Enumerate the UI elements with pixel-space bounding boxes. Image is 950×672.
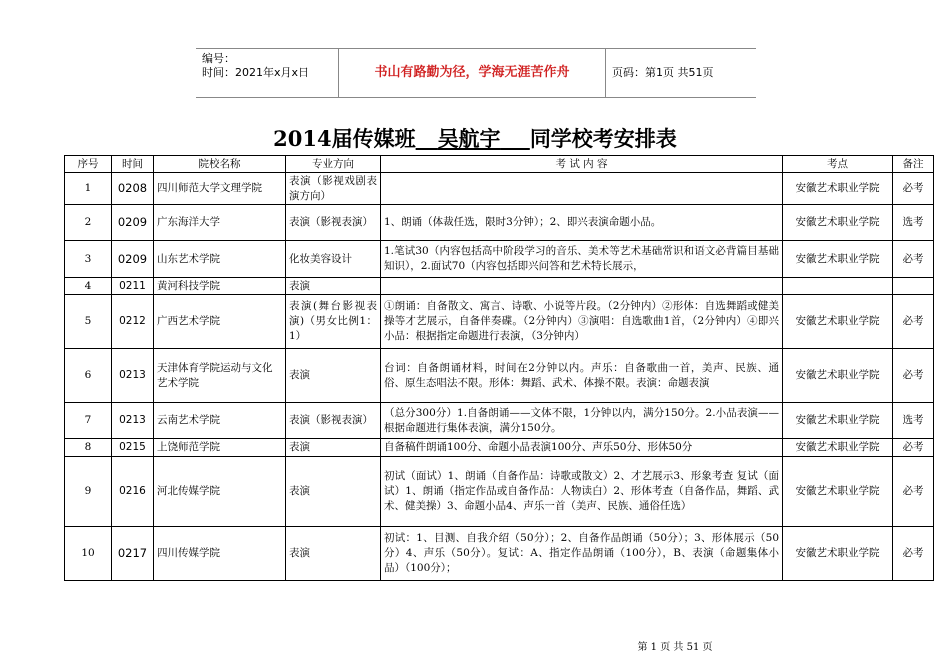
student-name: 吴航宇 (437, 126, 501, 151)
row-no: 2 (65, 205, 112, 241)
row-content: 初试：1、目测、自我介绍（50分）；2、自备作品朗诵（50分）；3、形体展示（50分）4、声乐（50分）。复试：A、指定作品朗诵（100分），B、表演（命题集体小品）（100分）； (381, 527, 783, 581)
header-cell-site: 考点 (783, 156, 893, 173)
row-content: 初试（面试）1、朗诵（自备作品：诗歌或散文）2、才艺展示3、形象考查 复试（面试）1、朗诵（指定作品或自备作品：人物读白）2、形体考查（自备作品，舞蹈、武术、健美操）3、命题小品4、声乐一首（美声、民族、通俗任选） (381, 457, 783, 527)
header-motto: 书山有路勤为径，学海无涯苦作舟 (338, 49, 606, 97)
row-no: 6 (65, 349, 112, 403)
row-content: 台词：自备朗诵材料，时间在2分钟以内。声乐：自备歌曲一首，美声、民族、通俗、原生态唱法不限。形体：舞蹈、武术、体操不限。表演：命题表演 (381, 349, 783, 403)
row-content: 自备稿件朗诵100分、命题小品表演100分、声乐50分、形体50分 (381, 439, 783, 457)
row-note: 选考 (893, 403, 934, 439)
row-content: 1.笔试30（内容包括高中阶段学习的音乐、美术等艺术基础常识和语文必背篇目基础知识），2.面试70（内容包括即兴问答和艺术特长展示， (381, 241, 783, 278)
row-site: 安徽艺术职业学院 (783, 403, 893, 439)
row-no: 10 (65, 527, 112, 581)
row-note: 必考 (893, 527, 934, 581)
time-label: 时间：2021年x月x日 (202, 66, 310, 79)
row-major: 表演(舞台影视表演)（男女比例1：1） (286, 295, 381, 349)
table-row (65, 173, 934, 205)
row-site: 安徽艺术职业学院 (783, 457, 893, 527)
header-cell-major: 专业方向 (286, 156, 381, 173)
title-prefix: 2014届传媒班 (273, 126, 416, 151)
table-row (65, 527, 934, 581)
row-major: 表演 (286, 527, 381, 581)
row-no: 9 (65, 457, 112, 527)
row-site: 安徽艺术职业学院 (783, 439, 893, 457)
header-cell-content: 考 试 内 容 (381, 156, 783, 173)
row-major: 表演（影视表演） (286, 403, 381, 439)
row-content (381, 173, 783, 205)
exam-schedule-table (64, 155, 934, 581)
row-site: 安徽艺术职业学院 (783, 173, 893, 205)
row-content: 1、朗诵（体裁任选，限时3分钟）；2、即兴表演命题小品。 (381, 205, 783, 241)
row-site: 安徽艺术职业学院 (783, 205, 893, 241)
row-note: 必考 (893, 173, 934, 205)
row-note: 选考 (893, 205, 934, 241)
row-time: 0212 (112, 295, 154, 349)
row-time: 0217 (112, 527, 154, 581)
row-no: 1 (65, 173, 112, 205)
row-time: 0208 (112, 173, 154, 205)
number-label: 编号： (202, 52, 235, 65)
row-site: 安徽艺术职业学院 (783, 295, 893, 349)
table-row (65, 278, 934, 295)
row-school: 黄河科技学院 (154, 278, 286, 295)
table-row (65, 403, 934, 439)
row-time: 0211 (112, 278, 154, 295)
row-note: 必考 (893, 241, 934, 278)
row-school: 广西艺术学院 (154, 295, 286, 349)
row-no: 8 (65, 439, 112, 457)
row-major: 化妆美容设计 (286, 241, 381, 278)
row-school: 山东艺术学院 (154, 241, 286, 278)
row-school: 四川师范大学文理学院 (154, 173, 286, 205)
row-content: （总分300分）1.自备朗诵——文体不限，1分钟以内，满分150分。2.小品表演——根据命题进行集体表演，满分150分。 (381, 403, 783, 439)
row-site (783, 278, 893, 295)
row-no: 4 (65, 278, 112, 295)
table-row (65, 295, 934, 349)
row-note: 必考 (893, 349, 934, 403)
row-site: 安徽艺术职业学院 (783, 349, 893, 403)
row-content (381, 278, 783, 295)
row-school: 四川传媒学院 (154, 527, 286, 581)
row-time: 0213 (112, 403, 154, 439)
table-row (65, 241, 934, 278)
row-no: 7 (65, 403, 112, 439)
row-site: 安徽艺术职业学院 (783, 241, 893, 278)
row-major: 表演 (286, 457, 381, 527)
header-cell-school: 院校名称 (154, 156, 286, 173)
table-header-row (65, 156, 934, 173)
table-row (65, 349, 934, 403)
footer-page-text: 第 1 页 共 51 页 (637, 642, 713, 653)
table-row (65, 439, 934, 457)
header-meta (202, 52, 309, 80)
row-time: 0215 (112, 439, 154, 457)
document-header (196, 48, 756, 98)
row-no: 5 (65, 295, 112, 349)
row-no: 3 (65, 241, 112, 278)
row-time: 0209 (112, 205, 154, 241)
row-school: 上饶师范学院 (154, 439, 286, 457)
title-suffix: 同学校考安排表 (529, 126, 677, 151)
row-time: 0209 (112, 241, 154, 278)
row-note: 必考 (893, 457, 934, 527)
row-major: 表演 (286, 278, 381, 295)
row-content: ①朗诵：自备散文、寓言、诗歌、小说等片段。（2分钟内）②形体：自选舞蹈或健美操等才艺展示，自备伴奏碟。（2分钟内）③演唱：自选歌曲1首，（2分钟内）④即兴小品：根据指定命题进行表演，（3分钟内） (381, 295, 783, 349)
row-school: 天津体育学院运动与文化艺术学院 (154, 349, 286, 403)
table-row (65, 457, 934, 527)
header-page-label: 页码：第1页 共51页 (612, 66, 714, 79)
row-major: 表演（影视戏剧表演方向） (286, 173, 381, 205)
row-major: 表演 (286, 349, 381, 403)
row-site: 安徽艺术职业学院 (783, 527, 893, 581)
row-note: 必考 (893, 439, 934, 457)
row-time: 0216 (112, 457, 154, 527)
header-cell-no: 序号 (65, 156, 112, 173)
row-note: 必考 (893, 295, 934, 349)
page-title (0, 124, 950, 154)
row-school: 云南艺术学院 (154, 403, 286, 439)
row-time: 0213 (112, 349, 154, 403)
header-cell-time: 时间 (112, 156, 154, 173)
page-footer (0, 638, 950, 653)
header-cell-note: 备注 (893, 156, 934, 173)
table-row (65, 205, 934, 241)
row-major: 表演 (286, 439, 381, 457)
row-note (893, 278, 934, 295)
row-school: 河北传媒学院 (154, 457, 286, 527)
row-school: 广东海洋大学 (154, 205, 286, 241)
title-name (416, 126, 530, 151)
row-major: 表演（影视表演） (286, 205, 381, 241)
